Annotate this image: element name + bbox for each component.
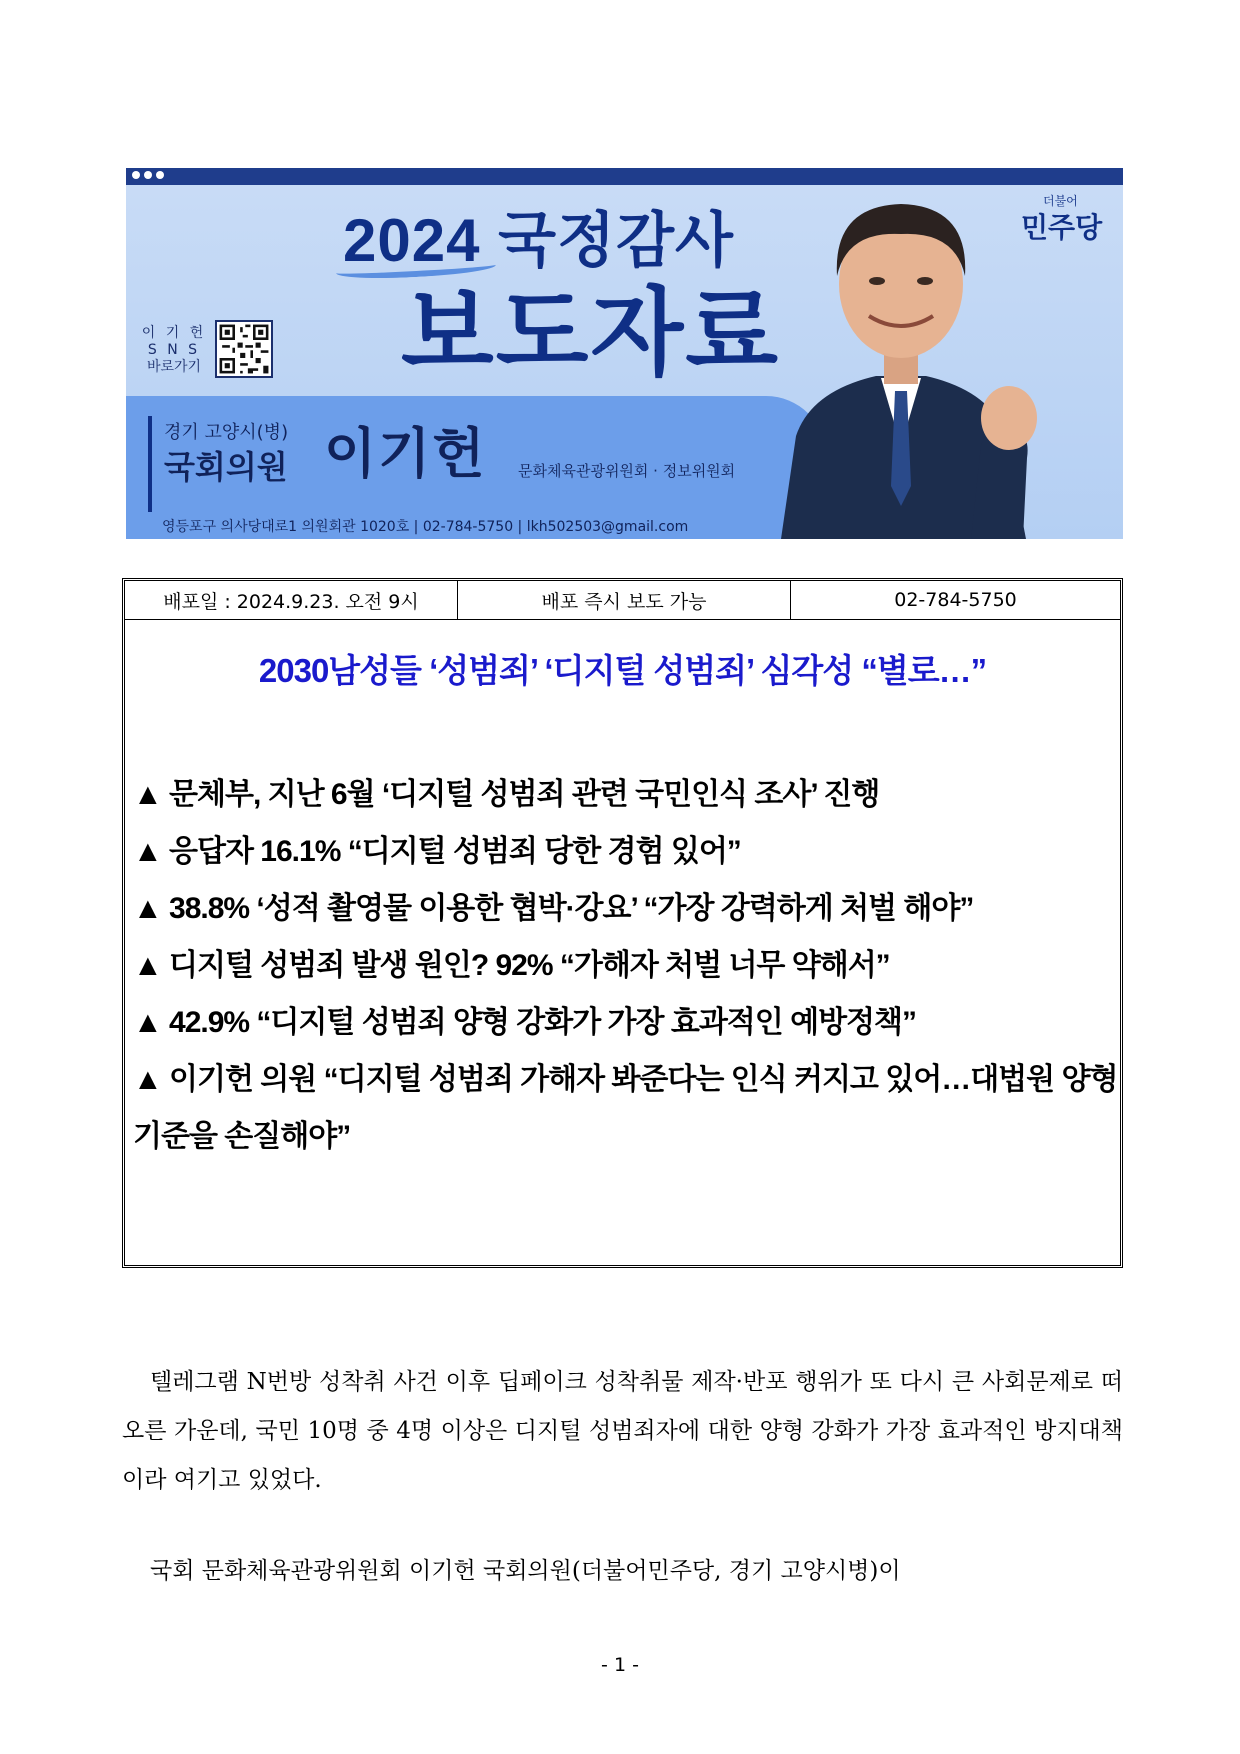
sns-label [140,325,208,376]
window-dots [132,171,164,179]
summary-bullet: ▲ 42.9% “디지털 성범죄 양형 강화가 가장 효과적인 예방정책” [133,1006,917,1039]
release-date: 배포일 : 2024.9.23. 오전 9시 [125,581,458,619]
committee-label: 문화체육관광위원회 · 정보위원회 [518,462,736,480]
dot [132,171,140,179]
contact-phone: 02-784-5750 [894,589,1017,611]
banner-year: 2024 [343,207,481,274]
qr-code-icon [217,322,271,376]
summary-bullet: ▲ 38.8% ‘성적 촬영물 이용한 협박·강요’ “가장 강력하게 처벌 해야” [133,892,974,925]
summary-bullet: ▲ 디지털 성범죄 발생 원인? 92% “가해자 처벌 너무 약해서” [133,949,890,982]
embargo-note: 배포 즉시 보도 가능 [458,581,791,619]
body-paragraph: 국회 문화체육관광위원회 이기헌 국회의원(더불어민주당, 경기 고양시병)이 [150,1558,901,1584]
press-banner [126,168,1123,539]
banner-title-line1: 국정감사 [498,207,734,274]
summary-bullet: ▲ 문체부, 지난 6월 ‘디지털 성범죄 관련 국민인식 조사’ 진행 [133,778,880,811]
body-paragraph: 텔레그램 N번방 성착취 사건 이후 딥페이크 성착취물 제작·반포 행위가 또 다시 큰 사회문제로 떠오른 가운데, 국민 10명 중 4명 이상은 디지털 성범죄자에 대한 양형 강화가 가장 효과적인 방지대책이라 여기고 있었다. [122,1369,1123,1493]
release-box [122,578,1123,1268]
dot [144,171,152,179]
sns-label-line: 이 기 헌 [141,325,207,341]
banner-title-top [343,207,734,274]
party-logo: 민주당 [1021,211,1103,244]
party-sub-label: 더불어 [1043,194,1078,208]
release-info-row [125,581,1120,620]
dot [156,171,164,179]
sns-label-line: 바로가기 [146,359,202,375]
sns-qr-code[interactable] [215,320,273,378]
member-info-panel [126,396,826,539]
district-label: 경기 고양시(병) [164,422,289,443]
contact-line: 영등포구 의사당대로1 의원회관 1020호 | 02-784-5750 | lkh502503@gmail.com [162,519,689,535]
headline: 2030남성들 ‘성범죄’ ‘디지털 성범죄’ 심각성 “별로…” [258,652,987,689]
member-portrait [741,186,1061,539]
banner-top-bar [126,168,1123,185]
page-number: - 1 - [601,1654,639,1676]
divider-line [148,416,152,512]
banner-title-line2: 보도자료 [401,280,780,387]
member-title: 국회의원 [164,448,288,486]
sns-label-line: S N S [147,342,201,358]
member-name: 이기헌 [324,422,487,485]
summary-bullet: ▲ 이기헌 의원 “디지털 성범죄 가해자 봐준다는 인식 커지고 있어…대법원 양형기준을 손질해야” [133,1063,1118,1153]
summary-bullets [133,766,1118,1165]
body-text [122,1358,1123,1638]
summary-bullet: ▲ 응답자 16.1% “디지털 성범죄 당한 경험 있어” [133,835,741,868]
